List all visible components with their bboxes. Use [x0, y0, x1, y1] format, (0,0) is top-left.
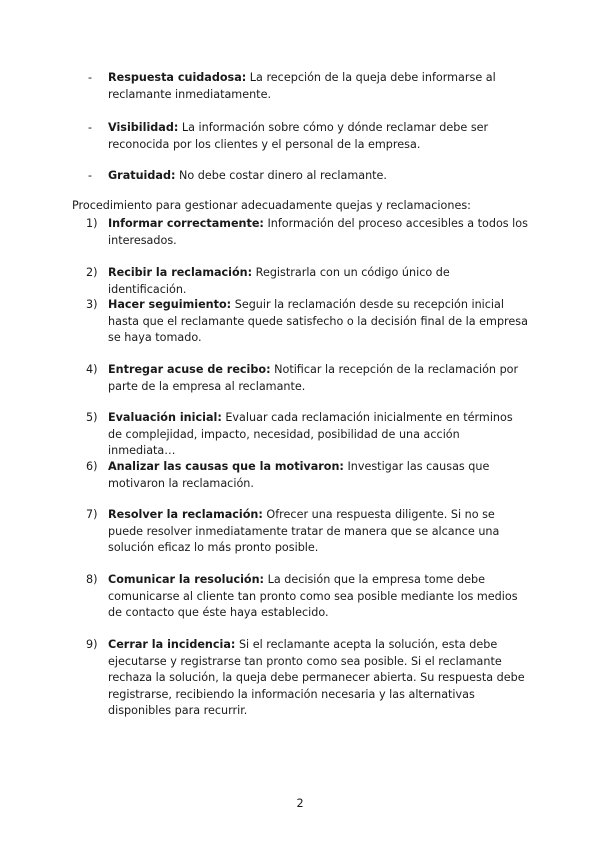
step-text — [108, 410, 530, 460]
bullet-dash: - — [88, 169, 93, 182]
bullet-body: No debe costar dinero al reclamante. — [175, 169, 387, 182]
step-text — [108, 297, 530, 347]
step-body: La decisión que la empresa tome debe comunicarse al cliente tan pronto como sea posible mediante los medios de contacto que éste haya establecido. — [108, 573, 518, 619]
procedure-step — [86, 297, 530, 347]
step-body: Investigar las causas que motivaron la reclamación. — [108, 460, 490, 490]
bullet-item — [88, 120, 528, 153]
bullet-body: La recepción de la queja debe informarse al reclamante inmediatamente. — [108, 71, 496, 101]
bullet-dash: - — [88, 121, 93, 134]
procedure-step — [86, 637, 530, 720]
bullet-body: La información sobre cómo y dónde reclamar debe ser reconocida por los clientes y el personal de la empresa. — [108, 121, 489, 151]
step-title: Recibir la reclamación: — [108, 266, 253, 279]
bullet-text — [108, 120, 528, 153]
bullet-item — [88, 168, 528, 185]
procedure-step — [86, 362, 530, 395]
bullet-dash: - — [88, 71, 93, 84]
step-body: Si el reclamante acepta la solución, esta debe ejecutarse y registrarse tan pronto como sea posible. Si el reclamante rechaza la solución, la queja debe permanecer abierta. Su respuesta debe registrarse, recibiendo la información necesaria y las alternativas disponibles para recurrir. — [108, 638, 525, 717]
step-title: Evaluación inicial: — [108, 411, 222, 424]
page-number: 2 — [296, 797, 304, 810]
bullet-text — [108, 70, 528, 103]
step-number: 5) — [86, 411, 98, 424]
step-text — [108, 637, 530, 720]
step-text — [108, 265, 530, 298]
step-text — [108, 572, 530, 622]
procedure-step — [86, 459, 530, 492]
step-title: Resolver la reclamación: — [108, 508, 263, 521]
step-number: 9) — [86, 638, 98, 651]
procedure-step — [86, 265, 530, 298]
step-body: Evaluar cada reclamación inicialmente en términos de complejidad, impacto, necesidad, posibilidad de una acción inmediata… — [108, 411, 513, 457]
procedure-intro: Procedimiento para gestionar adecuadamente quejas y reclamaciones: — [72, 199, 471, 212]
step-body: Seguir la reclamación desde su recepción inicial hasta que el reclamante quede satisfecho o la decisión final de la empresa se haya tomado. — [108, 298, 528, 344]
bullet-item — [88, 70, 528, 103]
step-title: Informar correctamente: — [108, 217, 264, 230]
step-text — [108, 459, 530, 492]
procedure-step — [86, 572, 530, 622]
bullet-text — [108, 168, 528, 185]
step-number: 2) — [86, 266, 98, 279]
step-number: 1) — [86, 217, 98, 230]
step-text — [108, 362, 530, 395]
step-title: Analizar las causas que la motivaron: — [108, 460, 344, 473]
step-number: 8) — [86, 573, 98, 586]
step-title: Cerrar la incidencia: — [108, 638, 236, 651]
step-body: Registrarla con un código único de identificación. — [108, 266, 450, 296]
bullet-title: Respuesta cuidadosa: — [108, 71, 247, 84]
step-number: 7) — [86, 508, 98, 521]
step-title: Entregar acuse de recibo: — [108, 363, 271, 376]
step-body: Notificar la recepción de la reclamación por parte de la empresa al reclamante. — [108, 363, 519, 393]
procedure-step — [86, 410, 530, 460]
procedure-step — [86, 507, 530, 557]
step-body: Ofrecer una respuesta diligente. Si no se puede resolver inmediatamente tratar de manera que se alcance una solución eficaz lo más pronto posible. — [108, 508, 500, 554]
step-body: Información del proceso accesibles a todos los interesados. — [108, 217, 528, 247]
step-text — [108, 216, 530, 249]
step-number: 6) — [86, 460, 98, 473]
bullet-title: Visibilidad: — [108, 121, 179, 134]
step-title: Hacer seguimiento: — [108, 298, 232, 311]
step-title: Comunicar la resolución: — [108, 573, 265, 586]
step-number: 3) — [86, 298, 98, 311]
bullet-title: Gratuidad: — [108, 169, 176, 182]
procedure-step — [86, 216, 530, 249]
step-number: 4) — [86, 363, 98, 376]
step-text — [108, 507, 530, 557]
